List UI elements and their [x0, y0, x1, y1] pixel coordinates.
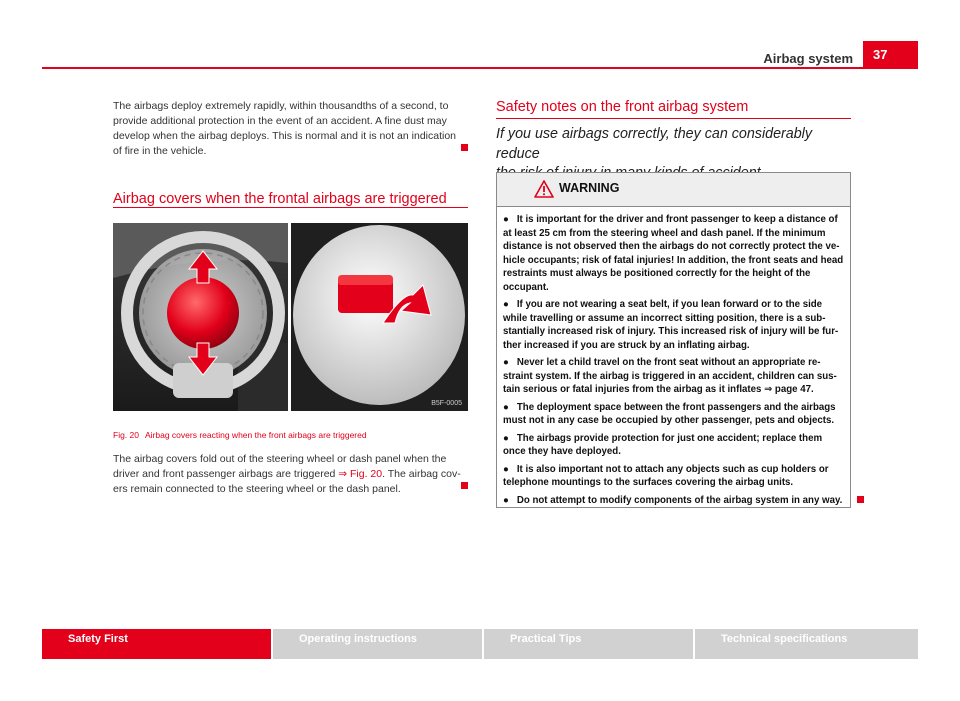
bullet: ● — [503, 357, 509, 368]
footer-tab-operating-instructions[interactable]: Operating instructions — [273, 629, 482, 659]
footer-tab-practical-tips[interactable]: Practical Tips — [484, 629, 693, 659]
running-header-title: Airbag system — [763, 51, 853, 66]
airbag-cover-paragraph — [113, 452, 465, 497]
warning-item-text: Do not attempt to modify components of the airbag system in any way. — [516, 494, 843, 506]
warning-item — [503, 298, 844, 352]
bullet: ● — [503, 432, 509, 444]
warning-item-text: If you are not wearing a seat belt, if you lean forward or to the side while travelling or assume an incorrect sitting position, there is a sub-stantially increased risk of injury. This increased risk of injury will be fur-ther increased if you are struck by an inflating airbag. — [503, 299, 839, 351]
bullet: ● — [503, 299, 509, 310]
warning-item — [503, 494, 844, 508]
intro-paragraph — [113, 99, 465, 159]
section-title-airbag-covers: Airbag covers when the frontal airbags are triggered — [113, 191, 447, 207]
bullet: ● — [503, 463, 509, 475]
footer-tab-safety-first[interactable]: Safety First — [42, 629, 271, 659]
warning-item-text: The deployment space between the front passengers and the airbags must not in any case be occupied by other passenger, pets and objects. — [503, 401, 836, 426]
section-end-marker — [461, 144, 468, 151]
figure-link[interactable]: ⇒ Fig. 20 — [338, 468, 383, 480]
header-rule — [42, 67, 918, 69]
warning-title: WARNING — [559, 181, 620, 195]
warning-item-text: . — [810, 384, 814, 395]
warning-item-text: Never let a child travel on the front seat without an appropriate re-straint system. If the airbag is triggered in an accident, children can sus-tain serious or fatal injuries from the airbag as it inflates — [503, 357, 837, 395]
text-line: of fire in the vehicle. — [113, 145, 207, 157]
text-line: The airbag covers fold out of the steering wheel or dash panel when the — [113, 453, 447, 465]
footer-nav — [42, 629, 918, 659]
page-reference-link[interactable]: ⇒ page 47 — [764, 384, 811, 395]
text-line: ers remain connected to the steering wheel or the dash panel. — [113, 483, 401, 495]
section-title-safety-notes: Safety notes on the front airbag system — [496, 99, 749, 115]
warning-header — [497, 173, 850, 207]
section-end-marker — [461, 482, 468, 489]
text-line: provide additional protection in the event of an accident. A fine dust may — [113, 115, 447, 127]
figure-code: B5F-0005 — [431, 400, 462, 407]
warning-item-text: It is important for the driver and front passenger to keep a distance of at least 25 cm from the steering wheel and dash panel. If the minimum distance is not observed then the airbags do not correctly protect the ve-hicle occupants; risk of fatal injuries! In addition, the front seats and head restraints must always be positioned correctly for the height of the occupant. — [503, 214, 844, 293]
warning-item-text: The airbags provide protection for just one accident; replace them once they have deployed. — [503, 432, 823, 457]
warning-item — [503, 463, 844, 490]
bullet: ● — [503, 494, 509, 506]
warning-item — [503, 356, 844, 397]
figure-caption-text: Airbag covers reacting when the front airbags are triggered — [145, 430, 367, 440]
text-line: . The airbag cov- — [382, 468, 461, 480]
warning-box — [496, 172, 851, 508]
section-rule — [113, 207, 468, 208]
section-end-marker — [857, 496, 864, 503]
figure-caption — [113, 430, 367, 440]
warning-list — [497, 207, 850, 507]
text-line: develop when the airbag deploys. This is normal and it is not an indication — [113, 130, 457, 142]
text-line: If you use airbags correctly, they can considerably reduce — [496, 126, 813, 162]
warning-triangle-icon — [534, 180, 554, 198]
footer-tab-technical-specifications[interactable]: Technical specifications — [695, 629, 918, 659]
section-rule — [496, 118, 851, 119]
airbag-figure — [113, 223, 468, 411]
bullet: ● — [503, 214, 509, 225]
airbag-illustration — [113, 223, 468, 411]
page-number: 37 — [863, 41, 918, 68]
bullet: ● — [503, 401, 509, 413]
warning-item-text: It is also important not to attach any objects such as cup holders or telephone mountings to the surfaces covering the airbag units. — [503, 463, 829, 488]
warning-item — [503, 213, 844, 294]
warning-item — [503, 401, 844, 428]
text-line: The airbags deploy extremely rapidly, within thousandths of a second, to — [113, 100, 449, 112]
figure-number: Fig. 20 — [113, 430, 139, 440]
text-line: driver and front passenger airbags are triggered — [113, 468, 339, 480]
warning-item — [503, 432, 844, 459]
